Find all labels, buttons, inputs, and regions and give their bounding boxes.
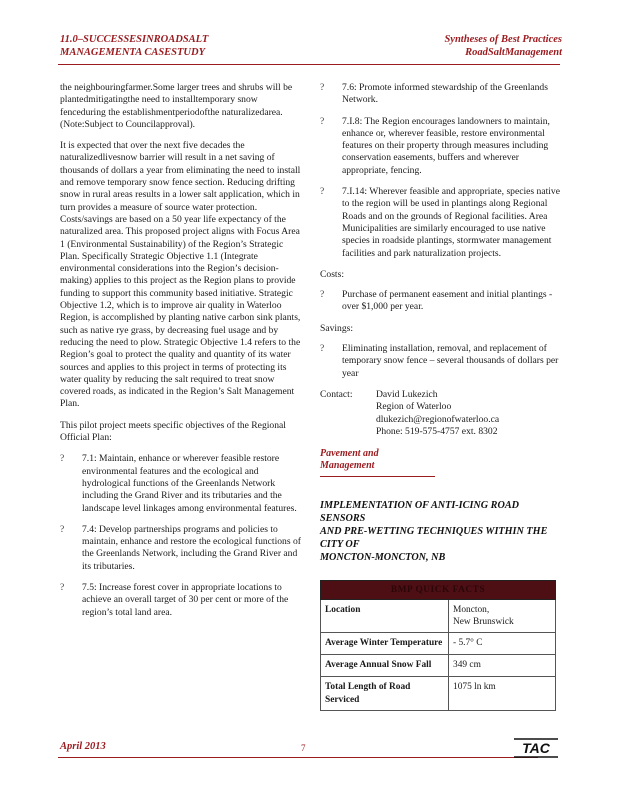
list-item bbox=[60, 524, 302, 573]
header-left bbox=[60, 33, 208, 59]
right-column bbox=[320, 82, 562, 711]
fact-key: Average Annual Snow Fall bbox=[321, 655, 449, 677]
table-row bbox=[321, 655, 556, 677]
costs-text: Purchase of permanent easement and initial plantings - over $1,000 per year. bbox=[342, 289, 553, 313]
fact-value: 349 cm bbox=[449, 655, 556, 677]
bullet-marker: ? bbox=[320, 289, 325, 301]
list-item-text: 7.4: Develop partnerships programs and policies to maintain, enhance and restore the ecological functions of the Greenlands Network, including the Grand River and its tributaries. bbox=[82, 523, 301, 572]
list-item bbox=[320, 289, 562, 314]
bullet-marker: ? bbox=[320, 343, 325, 355]
fact-value: 1075 ln km bbox=[449, 677, 556, 711]
list-item-text: 7.I.8: The Region encourages landowners to maintain, enhance or, wherever feasible, restore environmental features on their property through measures including conservation easements, buffers and wherever appropriate, fencing. bbox=[342, 115, 550, 176]
bullet-marker: ? bbox=[320, 82, 325, 93]
quick-facts-table bbox=[320, 580, 556, 711]
list-item bbox=[60, 453, 302, 514]
contact-block bbox=[320, 389, 562, 438]
bullet-marker: ? bbox=[320, 115, 325, 127]
paragraph-objectives: This pilot project meets specific objectives of the Regional Official Plan: bbox=[60, 419, 286, 444]
section-title: Pavement and Management bbox=[320, 448, 435, 477]
header-left-line1: 11.0–SUCCESSESINROADSALT bbox=[60, 34, 209, 45]
case-study-title-line: IMPLEMENTATION OF ANTI-ICING ROAD SENSORS bbox=[320, 499, 519, 524]
contact-email[interactable]: dlukezich@regionofwaterloo.ca bbox=[376, 413, 500, 425]
fact-value bbox=[449, 599, 556, 633]
fact-value-line: Moncton, bbox=[453, 604, 490, 615]
paragraph-intro: the neighbouringfarmer.Some larger trees and shrubs will be plantedmitigatingthe need to installtemporary snow fenceduring the establishmentperiodofthe naturalizedarea. (Note:Subject to Councilapproval). bbox=[60, 82, 293, 130]
case-study-title bbox=[320, 499, 562, 564]
bullet-marker: ? bbox=[60, 453, 65, 465]
contact-label: Contact: bbox=[320, 388, 353, 400]
left-column bbox=[60, 82, 302, 628]
contact-phone: Phone: 519-575-4757 ext. 8302 bbox=[376, 425, 498, 437]
list-item bbox=[320, 116, 562, 177]
header-right-line1: Syntheses of Best Practices bbox=[444, 34, 562, 45]
bullet-marker: ? bbox=[60, 523, 65, 535]
fact-key: Total Length of Road Serviced bbox=[321, 677, 449, 711]
list-item bbox=[320, 82, 562, 107]
case-study-title-line: MONCTON-MONCTON, NB bbox=[320, 551, 446, 563]
fact-value-line: New Brunswick bbox=[453, 617, 514, 628]
header-left-line2: MANAGEMENTA CASESTUDY bbox=[60, 47, 206, 58]
list-item-text: 7.6: Promote informed stewardship of the Greenlands Network. bbox=[342, 82, 548, 106]
savings-text: Eliminating installation, removal, and replacement of temporary snow fence – several thousands of dollars per year bbox=[342, 343, 559, 379]
quick-facts-header: BMP QUICK FACTS bbox=[321, 580, 556, 599]
bullet-marker: ? bbox=[60, 581, 65, 593]
fact-key: Average Winter Temperature bbox=[321, 633, 449, 655]
list-item-text: 7.I.14: Wherever feasible and appropriate, species native to the region will be used in plantings along Regional Roads and on the grounds of Regional facilities. Area Municipalities are similarly encouraged to use native species in roadside plantings, stormwater management facilities and park naturalization projects. bbox=[342, 186, 560, 259]
contact-details bbox=[376, 389, 499, 438]
costs-label: Costs: bbox=[320, 268, 344, 280]
paragraph-savings: It is expected that over the next five decades the naturalizedlivesnow barrier will result in a net saving of thousands of dollars a year from eliminating the need to install and remove temporary snow fence section. Reducing drifting snow in rural areas results in a lower salt application, which in turn provides a measure of source water protection. Costs/savings are based on a 50 year life expectancy of the naturalized area. This proposed project aligns with Focus Area 1 (Environmental Sustainability) of the Region’s Strategic Plan. Specifically Strategic Objective 1.1 (Integrate environmental considerations into the Region’s decision-making) applies to this project as the Region plans to provide funding to support this community based initiative. Strategic Objective 1.2, which is to improve air quality in Waterloo Region, is accomplished by planting native carbon sink plants, such as native rye grass, by decreasing fuel usage and by reducing the need to plow. Strategic Objective 1.4 refers to the Region’s goal to protect the quality and quantity of its water sources and applies to this project in terms of protecting its water quality by reducing the salt required to treat snow covered roads, as indicated in the Region’s Salt Management Plan. bbox=[60, 140, 301, 410]
fact-value: - 5.7° C bbox=[449, 633, 556, 655]
list-item-text: 7.5: Increase forest cover in appropriate locations to achieve an overall target of 30 per cent or more of the region’s total land area. bbox=[82, 581, 289, 618]
footer-date: April 2013 bbox=[60, 741, 106, 752]
list-item-text: 7.1: Maintain, enhance or wherever feasible restore environmental features and the ecological and hydrological functions of the Greenlands Network including the Grand River and its tributaries and the landscape level linkages among environmental features. bbox=[82, 453, 297, 514]
case-study-title-line: AND PRE-WETTING TECHNIQUES WITHIN THE CITY OF bbox=[320, 525, 548, 550]
header-right bbox=[444, 33, 562, 59]
fact-key: Location bbox=[321, 599, 449, 633]
list-item bbox=[320, 186, 562, 260]
savings-label: Savings: bbox=[320, 322, 354, 334]
contact-organization: Region of Waterloo bbox=[376, 401, 452, 413]
table-row bbox=[321, 599, 556, 633]
list-item bbox=[60, 582, 302, 619]
table-row bbox=[321, 677, 556, 711]
page-number: 7 bbox=[301, 743, 306, 753]
bullet-marker: ? bbox=[320, 186, 325, 198]
contact-name: David Lukezich bbox=[376, 388, 438, 400]
list-item bbox=[320, 343, 562, 380]
header-right-line2: RoadSaltManagement bbox=[465, 47, 562, 58]
logo-text: TAC bbox=[522, 740, 550, 756]
tac-logo bbox=[512, 733, 560, 761]
footer-divider bbox=[58, 757, 538, 758]
table-row bbox=[321, 633, 556, 655]
header-divider bbox=[58, 64, 560, 65]
